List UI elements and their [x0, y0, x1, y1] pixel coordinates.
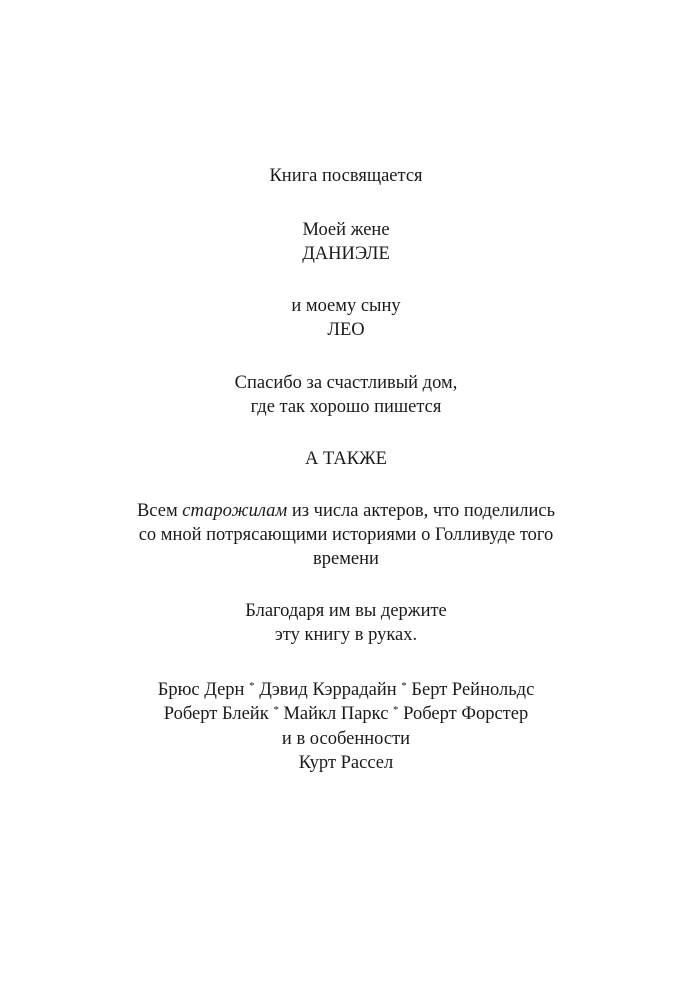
star-separator: * [393, 704, 399, 716]
actors-line-1-end: из числа актеров, что поделились [287, 501, 556, 521]
actors-line-2: со мной потрясающими историями о Голливуде того [138, 525, 554, 545]
actors-line-1-start: Всем [136, 501, 183, 521]
thanks-line-2: где так хорошо пишется [250, 397, 442, 417]
actor-name-robert-forster: Роберт Форстер [403, 704, 529, 724]
actor-names-line-1 [0, 678, 692, 704]
dedication-heading: Книга посвящается [269, 166, 423, 186]
actors-line-3: времени [313, 549, 379, 569]
actor-name-david: Дэвид Кэррадайн [259, 680, 397, 700]
also-heading: А ТАКЖЕ [305, 449, 387, 469]
actor-name-burt: Берт Рейнольдс [411, 680, 535, 700]
star-separator: * [273, 704, 279, 716]
thanks-line-1: Спасибо за счастливый дом, [234, 373, 458, 393]
actors-line-1-italic: старожилам [182, 501, 288, 521]
actor-name-kurt: Курт Рассел [298, 753, 394, 773]
star-separator: * [249, 680, 255, 692]
gratitude-line-1: Благодаря им вы держите [245, 601, 447, 621]
son-name: ЛЕО [327, 320, 365, 340]
actor-name-michael: Майкл Паркс [283, 704, 389, 724]
actor-name-bruce: Брюс Дерн [157, 680, 245, 700]
wife-line: Моей жене [302, 220, 390, 240]
star-separator: * [401, 680, 407, 692]
actor-name-robert-blake: Роберт Блейк [163, 704, 269, 724]
gratitude-line-2: эту книгу в руках. [274, 625, 418, 645]
actor-names-line-2 [0, 702, 692, 728]
actors-line-1 [0, 499, 692, 523]
son-line: и моему сыну [291, 296, 401, 316]
especially-line: и в особенности [281, 729, 411, 749]
wife-name: ДАНИЭЛЕ [302, 244, 390, 264]
